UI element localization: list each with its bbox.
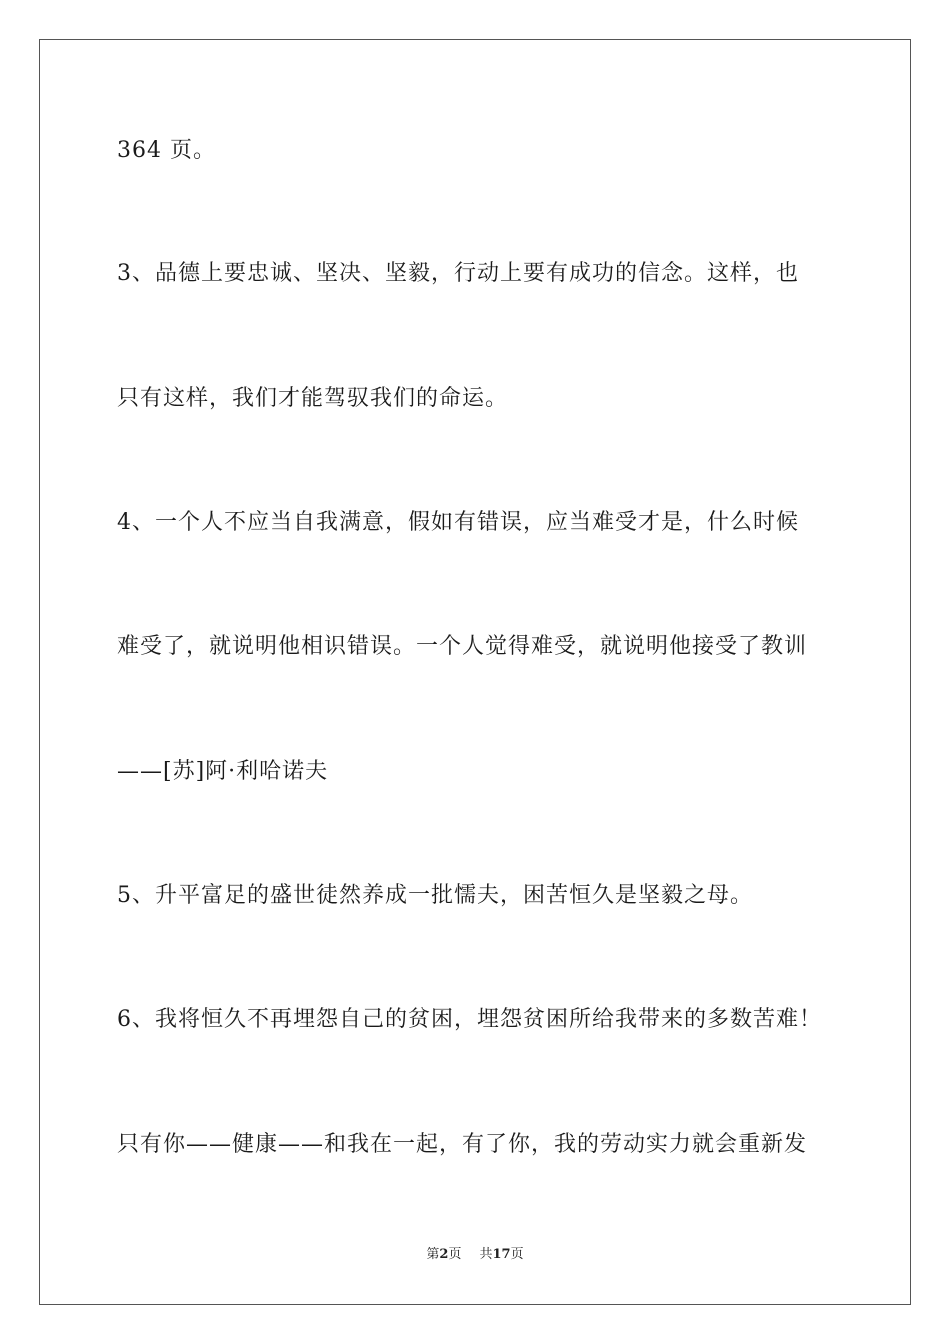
footer-page-suffix: 页 <box>448 1247 462 1262</box>
text-line-1: 364 页。 <box>117 138 216 163</box>
footer-total-prefix: 共 <box>479 1247 493 1262</box>
text-line-3: 只有这样，我们才能驾驭我们的命运。 <box>117 386 509 411</box>
text-line-8: 6、我将恒久不再埋怨自己的贫困，埋怨贫困所给我带来的多数苦难！ <box>117 1007 822 1032</box>
page-border <box>39 39 911 1305</box>
text-line-4: 4、一个人不应当自我满意，假如有错误，应当难受才是，什么时候 <box>117 510 799 535</box>
footer-page-prefix: 第 <box>426 1247 440 1262</box>
text-line-5: 难受了，就说明他相识错误。一个人觉得难受，就说明他接受了教训 <box>117 634 808 659</box>
text-line-9: 只有你——健康——和我在一起，有了你，我的劳动实力就会重新发 <box>117 1132 808 1157</box>
footer-total-pages: 17 <box>492 1247 511 1262</box>
footer-page-number: 2 <box>439 1247 449 1262</box>
text-line-7: 5、升平富足的盛世徒然养成一批懦夫，困苦恒久是坚毅之母。 <box>117 883 753 908</box>
footer-total-suffix: 页 <box>510 1247 524 1262</box>
text-line-6: ——[苏]阿·利哈诺夫 <box>117 759 329 784</box>
text-line-2: 3、品德上要忠诚、坚决、坚毅，行动上要有成功的信念。这样，也 <box>117 261 799 286</box>
page-footer <box>0 1246 950 1264</box>
